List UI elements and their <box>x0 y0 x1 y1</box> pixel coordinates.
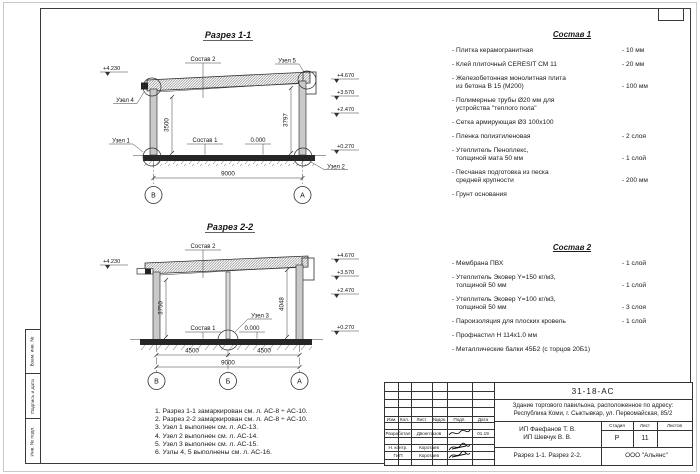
title-block <box>384 382 693 466</box>
dim-bottom-right: 4500 <box>257 347 271 355</box>
list-item: - Плитка керамогранитная - 10 мм <box>452 47 645 54</box>
ground-hatch <box>140 345 312 350</box>
sostav-2-title: Состав 2 <box>552 243 592 252</box>
sheet-label: Лист <box>640 423 650 428</box>
right-wall <box>299 81 306 155</box>
list-item: - Клей плиточный CERESIT СМ 11 - 20 мм <box>452 61 645 68</box>
sostav-1-list <box>452 30 692 205</box>
floor-slab <box>143 155 315 161</box>
side-strip-label: Взам. инв. № <box>30 336 36 367</box>
stage-value: Р <box>614 435 620 442</box>
label-zero-level: 0.000 <box>244 326 260 332</box>
stage-label: Стадия <box>609 423 625 428</box>
col-header-ndok: №док. <box>432 416 447 422</box>
col-header-data: Дата <box>477 416 489 422</box>
client-names: ИП Фаефанов Т. В. ИП Шевчук В. В. <box>519 426 576 441</box>
axis-letter: В <box>151 192 156 200</box>
label-uzel4: Узел 4 <box>116 98 134 104</box>
elevation-right: +4.670 <box>337 253 355 259</box>
axis-letter: В <box>154 378 159 386</box>
list-item: - Полимерные трубы Ø20 мм для устройства "теплого пола" <box>452 97 555 112</box>
col-header-kol: Кол. <box>399 416 410 422</box>
note-line: 2. Разрез 2-2 замаркирован см. л. АС-8 ÷ АС-10. <box>155 416 308 424</box>
col-header-izm: Изм. <box>386 416 397 422</box>
notes-list <box>155 408 308 457</box>
label-sostav1: Состав 1 <box>192 138 218 144</box>
label-sostav1: Состав 1 <box>190 326 216 332</box>
list-item: - Утеплитель Пеноплекс, толщиной мата 50 мм - 1 слой <box>452 147 647 162</box>
list-item: - Утеплитель Эковер Y=150 кг/м3, толщиной 50 мм - 1 слой <box>452 274 647 289</box>
sostav-1-title: Состав 1 <box>552 30 592 39</box>
elevation-right: +3.570 <box>337 270 355 276</box>
signer-role: Разработал <box>385 430 411 436</box>
roof-slab <box>147 72 310 91</box>
project-description: Здание торгового павильона, расположенное по адресу: Республика Коми, г. Сыктывкар, ул. Первомайская, 85/2 <box>512 402 674 417</box>
label-zero-level: 0.000 <box>250 138 266 144</box>
dim-left: 3500 <box>163 118 171 132</box>
note-line: 5. Узел 3 выполнен см. л. АС-15. <box>155 440 259 448</box>
signer-date: 01.19 <box>477 430 489 436</box>
list-item: - Сетка армирующая Ø3 100х100 <box>452 119 554 126</box>
dim-bottom: 9000 <box>221 170 235 178</box>
sheet-value: 11 <box>641 435 649 442</box>
middle-column <box>226 272 230 339</box>
signature-scribble <box>448 451 471 459</box>
signer-name: Двоеглазов <box>416 430 442 436</box>
organization-name: ООО "Альянс" <box>625 452 668 459</box>
sheet-title: Разрез 1-1. Разрез 2-2. <box>513 452 582 459</box>
side-strip-label: Подпись и дата <box>30 378 36 414</box>
dim-left: 3750 <box>157 301 165 315</box>
floor-slab <box>140 339 312 345</box>
side-strip-label: Инв. № подл. <box>30 426 36 456</box>
side-strip-cell <box>25 373 41 419</box>
list-item: - Мембрана ПВХ - 1 слой <box>452 260 647 267</box>
elevation-left: +4.230 <box>103 66 121 72</box>
label-uzel5: Узел 5 <box>278 58 296 65</box>
side-strip-cell <box>25 418 41 464</box>
section-1-title: Разрез 1-1 <box>204 30 252 40</box>
list-item: - Утеплитель Эковер Y=100 кг/м3, толщиной 50 мм - 3 слоя <box>452 296 646 311</box>
elevation-right: +2.470 <box>337 107 355 113</box>
signer-name: Коротаев <box>419 452 439 458</box>
label-uzel1: Узел 1 <box>112 138 130 145</box>
elevation-right: +0.270 <box>337 144 355 150</box>
elevation-right: +2.470 <box>337 288 355 294</box>
list-item: - Пленка полиэтиленовая - 2 слоя <box>452 133 646 140</box>
label-uzel3: Узел 3 <box>251 313 269 320</box>
elevation-right: +0.270 <box>337 325 355 331</box>
label-sostav2: Состав 2 <box>190 244 216 250</box>
col-header-list: Лист <box>416 416 427 422</box>
signature-scribble <box>448 429 471 437</box>
col-header-podp: Подп. <box>453 416 466 422</box>
elevation-right: +3.570 <box>337 90 355 96</box>
axis-letter: Б <box>225 378 231 386</box>
axis-letter: А <box>297 378 302 386</box>
list-item: - Железобетонная монолитная плита из бетона В 15 (М200) - 100 мм <box>452 75 648 90</box>
sostav-2-list <box>452 243 692 360</box>
dim-right: 4048 <box>278 297 286 311</box>
dim-bottom: 9000 <box>221 359 235 367</box>
note-line: 3. Узел 1 выполнен см. л. АС-13. <box>155 424 259 432</box>
roof-beam-end <box>141 83 148 90</box>
list-item: - Пароизоляция для плоских кровель - 1 слой <box>452 318 647 325</box>
label-uzel2: Узел 2 <box>327 164 345 171</box>
frame-corner-box <box>658 8 684 21</box>
elevation-left: +4.230 <box>103 259 121 265</box>
section-1-drawing <box>45 20 440 225</box>
elevation-right: +4.670 <box>337 73 355 79</box>
signature-scribble <box>448 443 471 451</box>
section-2-title: Разрез 2-2 <box>206 222 254 232</box>
ground-hatch <box>143 161 315 166</box>
label-sostav2: Состав 2 <box>190 57 216 63</box>
document-number: 31-18-АС <box>571 386 615 396</box>
section-2-drawing <box>45 218 440 403</box>
note-line: 6. Узлы 4, 5 выполнены см. л. АС-16. <box>155 449 272 457</box>
list-item: - Песчаная подготовка из песка средней крупности - 200 мм <box>452 169 648 184</box>
signer-role: ГИП <box>393 452 403 458</box>
list-item: - Грунт основания <box>452 191 507 198</box>
list-item: - Профнастил Н 114х1.0 мм <box>452 332 537 339</box>
signer-role: Н. контр. <box>388 445 408 450</box>
left-wall <box>150 89 157 155</box>
side-strip-cell <box>25 329 41 374</box>
roof-beam-end <box>145 269 151 274</box>
right-wall <box>296 265 303 340</box>
dim-right: 3797 <box>282 113 290 127</box>
list-item: - Металлические балки 45Б2 (с торцов 20Б1) <box>452 346 591 353</box>
note-line: 1. Разрез 1-1 замаркирован см. л. АС-8 ÷ АС-10. <box>155 408 308 415</box>
axis-letter: А <box>300 192 305 200</box>
note-line: 4. Узел 2 выполнен см. л. АС-14. <box>155 432 259 440</box>
sheets-label: Листов <box>667 423 682 428</box>
dim-bottom-left: 4500 <box>185 347 199 355</box>
signer-name: Коротаев <box>419 445 439 450</box>
